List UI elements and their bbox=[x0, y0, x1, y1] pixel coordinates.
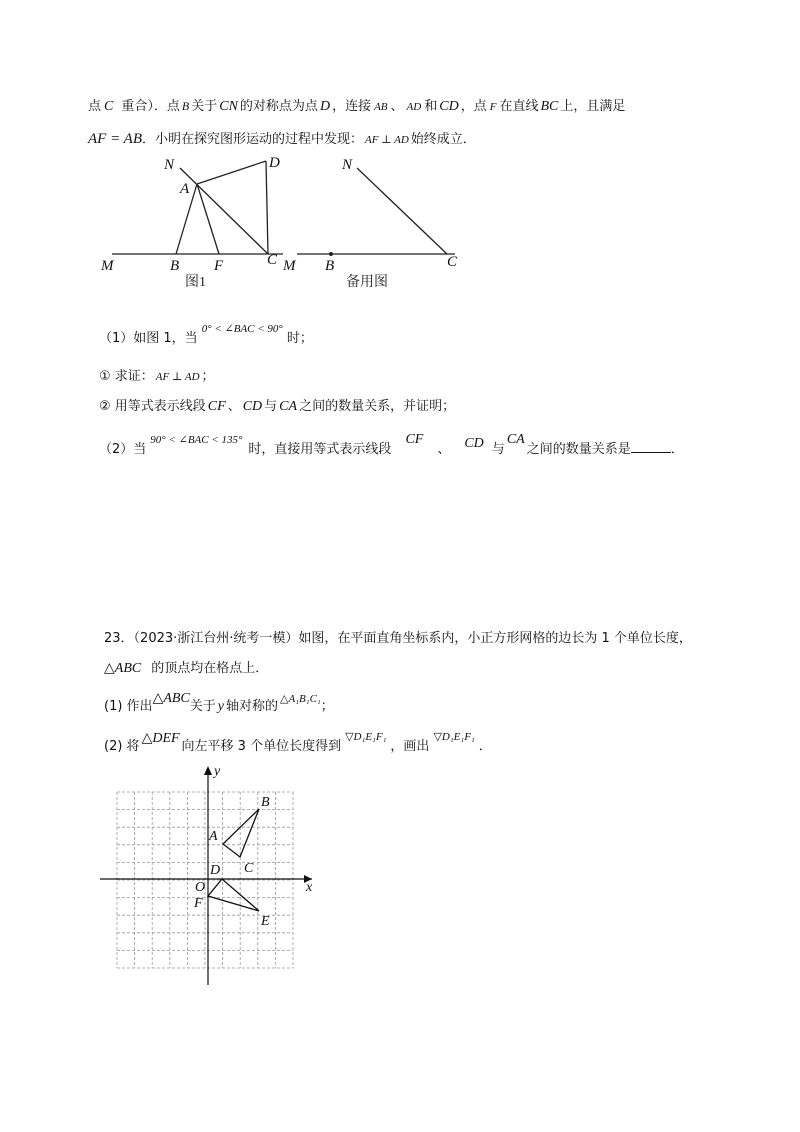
spare-label-n: N bbox=[342, 157, 353, 173]
point-label-b: B bbox=[261, 795, 270, 810]
origin-label: O bbox=[195, 880, 206, 895]
segment-ad bbox=[197, 161, 266, 184]
point-label-a: A bbox=[209, 829, 218, 844]
figure-1 bbox=[112, 161, 283, 254]
point-label-d: D bbox=[210, 863, 221, 878]
point-label-c: C bbox=[244, 861, 254, 876]
figure-1-caption: 图1 bbox=[185, 275, 206, 290]
intro-line-2: AF = AB．小明在探究图形运动的过程中发现： AF ⊥ AD 始终成立． bbox=[88, 131, 476, 147]
line-nc bbox=[180, 168, 268, 254]
axes bbox=[100, 768, 312, 985]
q23-heading-line-2: △ABC 的顶点均在格点上． bbox=[104, 661, 269, 676]
fig1-label-d: D bbox=[269, 155, 280, 171]
axis-label-x: x bbox=[306, 880, 313, 895]
axis-label-y: y bbox=[214, 764, 221, 779]
spare-label-b: B bbox=[325, 258, 335, 274]
figure-spare bbox=[297, 168, 455, 254]
segment-dc bbox=[266, 161, 268, 254]
q22-sub-1: ① 求证： AF ⊥ AD ； bbox=[99, 369, 215, 384]
fig1-label-a: A bbox=[180, 181, 190, 197]
q22-sub-2: ② 用等式表示线段 CF 、 CD 与 CA 之间的数量关系，并证明； bbox=[99, 399, 456, 414]
point-label-f: F bbox=[194, 896, 203, 911]
spare-line-nc bbox=[357, 168, 447, 254]
answer-blank bbox=[631, 440, 671, 453]
triangle-abc bbox=[223, 809, 259, 857]
q23-heading: 23．（2023·浙江台州·统考一模）如图，在平面直角坐标系内，小正方形网格的边长为 1 个单位长度， bbox=[104, 631, 692, 646]
q23-part-2: (2) 将△DEF向左平移 3 个单位长度得到$^{▽D_1E_1F_1}$，画出$^{▽D_1E_1F_1}$． bbox=[104, 731, 492, 754]
figure-spare-caption: 备用图 bbox=[346, 275, 388, 290]
intro-line-1: 点 C 重合）．点 B 关于 CN 的对称点为点 D ，连接 AB 、 AD 和 CD ，点 F 在直线 BC 上，且满足 bbox=[88, 99, 626, 114]
geometry-figures bbox=[0, 150, 800, 295]
point-label-e: E bbox=[261, 914, 270, 929]
fig1-label-c: C bbox=[267, 252, 278, 268]
fig1-label-m: M bbox=[101, 258, 114, 274]
triangle-def bbox=[208, 879, 259, 911]
spare-point-b bbox=[329, 252, 333, 256]
fig1-label-f: F bbox=[214, 258, 224, 274]
spare-label-c: C bbox=[447, 254, 458, 270]
q22-part-1: （1）如图 1，当$^{0^\circ < \angle BAC < 90^\circ}$时； bbox=[99, 323, 313, 346]
q23-part-1: (1) 作出△ABC关于 y 轴对称的 $^{\triangle A_1B_1C_1}$； bbox=[104, 691, 334, 714]
y-axis-arrow bbox=[204, 766, 212, 775]
q22-part-2: （2）当$^{90^\circ < \angle BAC < 135^\circ}$时，直接用等式表示线段CF、 CD 与CA之间的数量关系是 ． bbox=[99, 432, 684, 457]
fig1-label-b: B bbox=[170, 258, 180, 274]
spare-label-m: M bbox=[283, 258, 296, 274]
fig1-label-n: N bbox=[164, 157, 175, 173]
coordinate-grid-figure bbox=[95, 760, 325, 990]
